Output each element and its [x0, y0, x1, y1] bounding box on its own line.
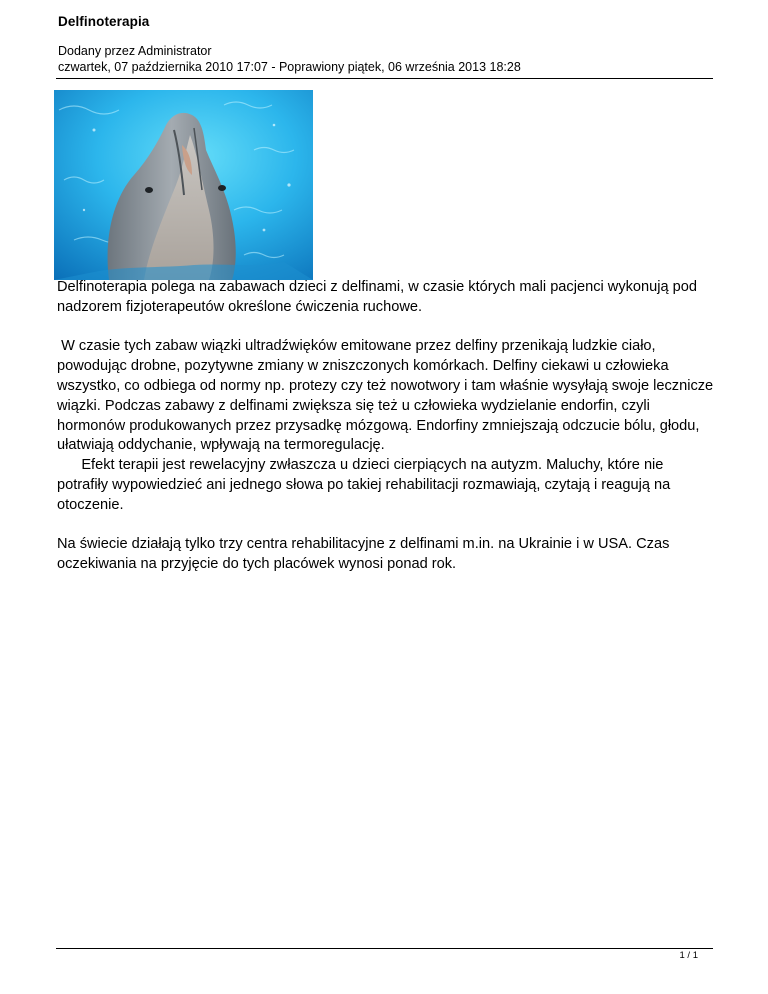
header-divider	[56, 78, 713, 79]
footer-divider	[56, 948, 713, 949]
paragraph-effects: Efekt terapii jest rewelacyjny zwłaszcza u dzieci cierpiących na autyzm. Maluchy, które nie potrafiły wypowiedzieć ani jednego słowa po takiej rehabilitacji rozmawiają, czytają i reagują na otoczenie.	[57, 457, 675, 513]
author-line: Dodany przez Administrator	[58, 44, 212, 58]
article-body	[57, 278, 717, 575]
paragraph-centers: Na świecie działają tylko trzy centra rehabilitacyjne z delfinami m.in. na Ukrainie i w USA. Czas oczekiwania na przyjęcie do tych placówek wynosi ponad rok.	[57, 536, 670, 573]
page-number: 1 / 1	[679, 950, 698, 961]
article-meta	[58, 43, 521, 75]
paragraph-intro: Delfinoterapia polega na zabawach dzieci z delfinami, w czasie których mali pacjenci wykonują pod nadzorem fizjoterapeutów określone ćwiczenia ruchowe.	[57, 279, 698, 315]
date-line: czwartek, 07 października 2010 17:07 - Poprawiony piątek, 06 września 2013 18:28	[58, 60, 521, 74]
paragraph-mechanism: W czasie tych zabaw wiązki ultradźwięków emitowane przez delfiny przenikają ludzkie ciało, powodując drobne, pozytywne zmiany w zniszczonych komórkach. Delfiny ciekawi u człowieka wszystko, co odbiega od normy np. protezy czy też nowotwory i tam właśnie wysyłają swoje lecznicze wiązki. Podczas zabawy z delfinami zwiększa się też u człowieka wydzielanie endorfin, czyli hormonów produkowanych przez przysadkę mózgową. Endorfiny zmniejszają odczucie bólu, głodu, ułatwiają oddychanie, wpływają na termoregulację.	[57, 338, 718, 454]
dolphin-photo	[54, 90, 313, 280]
page-title: Delfinoterapia	[58, 14, 150, 29]
